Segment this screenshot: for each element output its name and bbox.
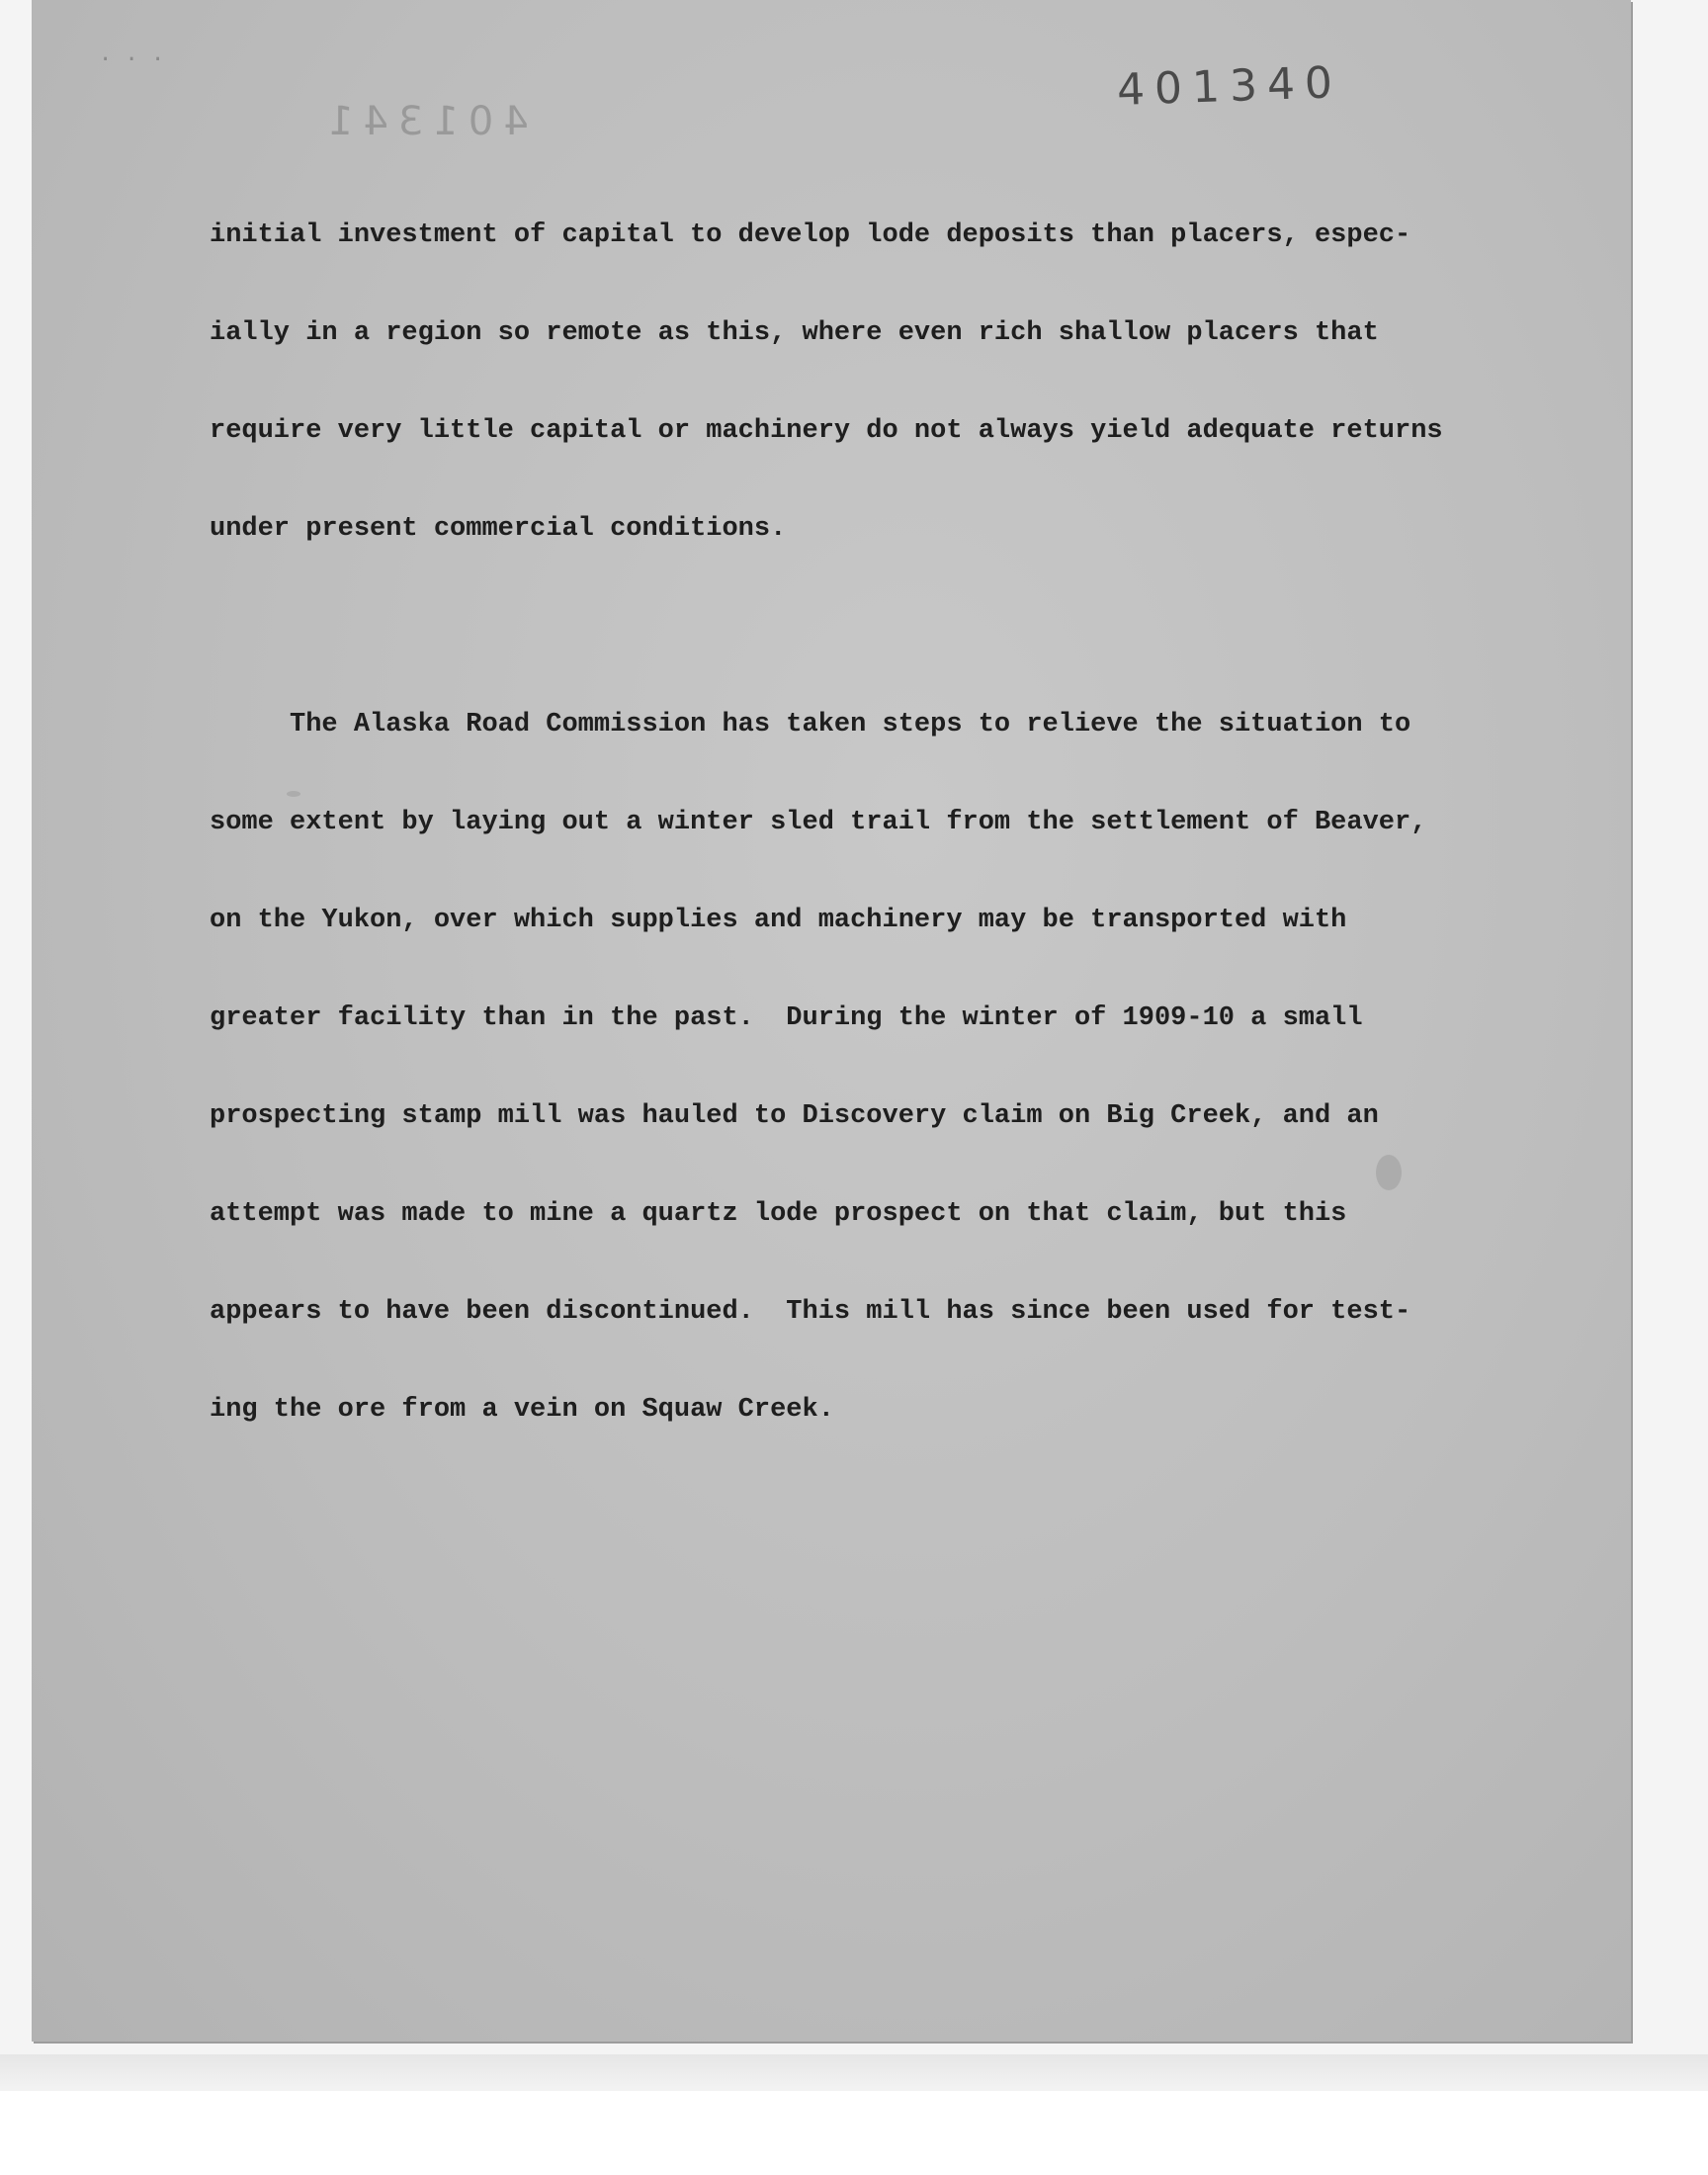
text-line: ing the ore from a vein on Squaw Creek. — [210, 1395, 834, 1425]
text-line: appears to have been discontinued. This mill has since been used for test- — [210, 1297, 1411, 1327]
corner-marks: · · · — [99, 47, 165, 72]
text-line: some extent by laying out a winter sled trail from the settlement of Beaver, — [210, 808, 1427, 837]
scan-bottom-margin — [0, 2091, 1708, 2175]
text-line: require very little capital or machinery do not always yield adequate returns — [210, 416, 1443, 446]
scan-bottom-band — [0, 2054, 1708, 2091]
text-line: initial investment of capital to develop lode deposits than placers, espec- — [210, 220, 1411, 250]
bleed-through-stamp-number: 401341 — [318, 99, 529, 144]
paragraph-2 — [210, 644, 1494, 1492]
text-line: greater facility than in the past. During the winter of 1909-10 a small — [210, 1003, 1363, 1033]
text-line: prospecting stamp mill was hauled to Discovery claim on Big Creek, and an — [210, 1101, 1379, 1131]
page-stamp-number: 401340 — [1116, 57, 1343, 116]
text-line: attempt was made to mine a quartz lode prospect on that claim, but this — [210, 1199, 1347, 1229]
text-line: on the Yukon, over which supplies and machinery may be transported with — [210, 906, 1347, 935]
text-line: under present commercial conditions. — [210, 514, 787, 544]
document-body — [210, 154, 1494, 1492]
text-line: The Alaska Road Commission has taken steps to relieve the situation to — [210, 710, 1411, 740]
paragraph-1 — [210, 154, 1494, 611]
text-line: ially in a region so remote as this, where even rich shallow placers that — [210, 318, 1379, 348]
